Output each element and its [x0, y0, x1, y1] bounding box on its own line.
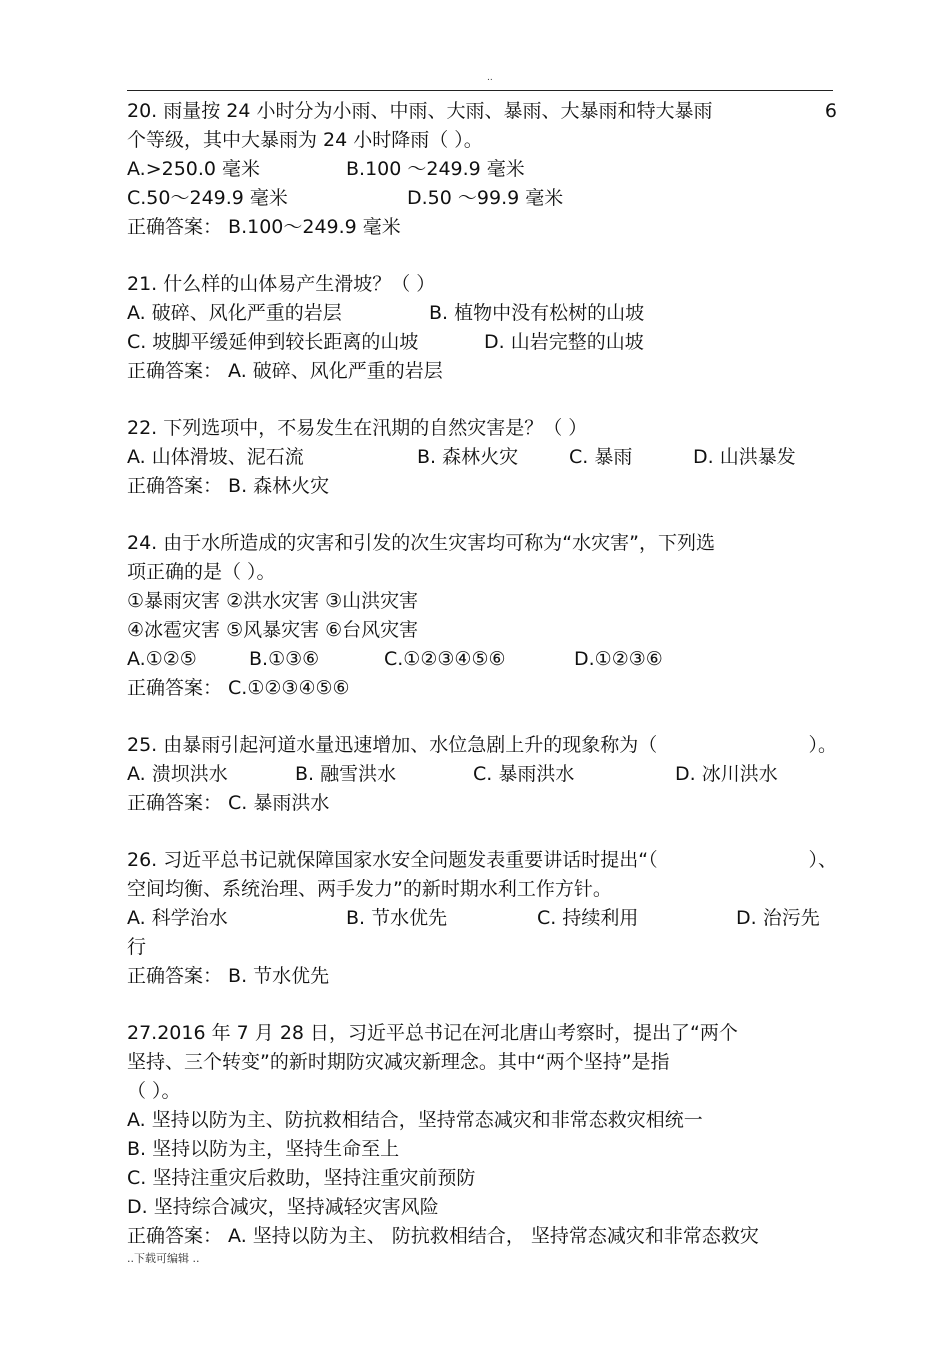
spacer	[127, 501, 837, 529]
q20-stem-line-2: 个等级，其中大暴雨为 24 小时降雨（ ）。	[127, 129, 483, 151]
q24-items-row-1: ①暴雨灾害 ②洪水灾害 ③山洪灾害	[127, 590, 419, 612]
q21-options-row-1	[127, 299, 837, 328]
q27-option-c: C. 坚持注重灾后救助，坚持注重灾前预防	[127, 1167, 476, 1189]
q22-answer: 正确答案： B. 森林火灾	[127, 475, 330, 497]
q24-option-a: A.①②⑤	[127, 648, 197, 670]
q27-answer: 正确答案： A. 坚持以防为主、 防抗救相结合， 坚持常态减灾和非常态救灾	[127, 1225, 759, 1247]
q26-stem-tail: ）、	[808, 849, 837, 871]
q21-option-d: D. 山岩完整的山坡	[484, 331, 644, 353]
q25-stem-tail: ）。	[808, 734, 837, 756]
question-27	[127, 1019, 837, 1251]
q26-stem-line-2: 空间均衡、系统治理、两手发力”的新时期水利工作方针。	[127, 878, 612, 900]
q25-answer: 正确答案： C. 暴雨洪水	[127, 792, 330, 814]
q20-stem-line-1	[127, 97, 837, 126]
q21-option-c: C. 坡脚平缓延伸到较长距离的山坡	[127, 331, 419, 353]
q27-option-d: D. 坚持综合减灾，坚持减轻灾害风险	[127, 1196, 439, 1218]
q26-stem-text: 26. 习近平总书记就保障国家水安全问题发表重要讲话时提出“（	[127, 849, 658, 871]
q25-stem-text: 25. 由暴雨引起河道水量迅速增加、水位急剧上升的现象称为（	[127, 734, 658, 756]
q26-answer: 正确答案： B. 节水优先	[127, 965, 330, 987]
question-26	[127, 846, 837, 991]
q20-option-b: B.100 ～249.9 毫米	[346, 158, 525, 180]
q21-option-a: A. 破碎、风化严重的岩层	[127, 302, 342, 324]
q22-option-a: A. 山体滑坡、泥石流	[127, 446, 304, 468]
q26-option-d-continuation: 行	[127, 936, 147, 958]
q27-option-a: A. 坚持以防为主、防抗救相结合，坚持常态减灾和非常态救灾相统一	[127, 1109, 703, 1131]
q21-option-b: B. 植物中没有松树的山坡	[429, 302, 645, 324]
q24-option-b: B.①③⑥	[249, 648, 320, 670]
question-21	[127, 270, 837, 386]
q24-items-row-2: ④冰雹灾害 ⑤风暴灾害 ⑥台风灾害	[127, 619, 419, 641]
q25-options-row	[127, 760, 837, 789]
q21-answer: 正确答案： A. 破碎、风化严重的岩层	[127, 360, 443, 382]
q20-option-c: C.50～249.9 毫米	[127, 187, 288, 209]
q26-option-d: D. 治污先	[736, 907, 820, 929]
q25-stem	[127, 731, 837, 760]
q24-answer: 正确答案： C.①②③④⑤⑥	[127, 677, 350, 699]
q26-options-row	[127, 904, 837, 933]
q22-stem: 22. 下列选项中，不易发生在汛期的自然灾害是？（ ）	[127, 417, 588, 439]
q25-option-a: A. 溃坝洪水	[127, 763, 228, 785]
q20-stem-tail: 6	[824, 100, 837, 122]
spacer	[127, 386, 837, 414]
q22-option-c: C. 暴雨	[569, 446, 633, 468]
q21-options-row-2	[127, 328, 837, 357]
q25-option-d: D. 冰川洪水	[675, 763, 778, 785]
q27-option-b: B. 坚持以防为主，坚持生命至上	[127, 1138, 400, 1160]
page-content	[127, 97, 837, 1251]
q27-stem-line-3: （ ）。	[127, 1080, 181, 1102]
spacer	[127, 703, 837, 731]
q22-options-row	[127, 443, 837, 472]
question-22	[127, 414, 837, 501]
q27-stem-line-1: 27.2016 年 7 月 28 日，习近平总书记在河北唐山考察时，提出了“两个	[127, 1022, 738, 1044]
question-25	[127, 731, 837, 818]
header-rule	[127, 90, 833, 91]
q21-stem: 21. 什么样的山体易产生滑坡？（ ）	[127, 273, 436, 295]
q20-stem-text: 20. 雨量按 24 小时分为小雨、中雨、大雨、暴雨、大暴雨和特大暴雨	[127, 100, 713, 122]
q26-option-b: B. 节水优先	[346, 907, 448, 929]
question-20	[127, 97, 837, 242]
q26-option-a: A. 科学治水	[127, 907, 228, 929]
footer-text: ..下载可编辑 ..	[127, 1252, 200, 1265]
q20-options-row-2	[127, 184, 837, 213]
q24-stem-line-2: 项正确的是（ ）。	[127, 561, 276, 583]
q22-option-d: D. 山洪暴发	[693, 446, 796, 468]
q24-option-c: C.①②③④⑤⑥	[384, 648, 506, 670]
q22-option-b: B. 森林火灾	[417, 446, 519, 468]
q24-options-row	[127, 645, 837, 674]
q25-option-b: B. 融雪洪水	[295, 763, 397, 785]
q24-stem-line-1: 24. 由于水所造成的灾害和引发的次生灾害均可称为“水灾害”，下列选	[127, 532, 715, 554]
q26-stem-line-1	[127, 846, 837, 875]
q20-option-a: A.>250.0 毫米	[127, 158, 261, 180]
q24-option-d: D.①②③⑥	[574, 648, 663, 670]
q20-option-d: D.50 ～99.9 毫米	[407, 187, 564, 209]
q20-options-row-1	[127, 155, 837, 184]
q20-answer: 正确答案： B.100～249.9 毫米	[127, 216, 401, 238]
header-dots: ..	[487, 73, 493, 83]
q27-stem-line-2: 坚持、三个转变”的新时期防灾减灾新理念。其中“两个坚持”是指	[127, 1051, 670, 1073]
spacer	[127, 818, 837, 846]
q25-option-c: C. 暴雨洪水	[473, 763, 575, 785]
spacer	[127, 991, 837, 1019]
spacer	[127, 242, 837, 270]
q26-option-c: C. 持续利用	[537, 907, 639, 929]
question-24	[127, 529, 837, 703]
